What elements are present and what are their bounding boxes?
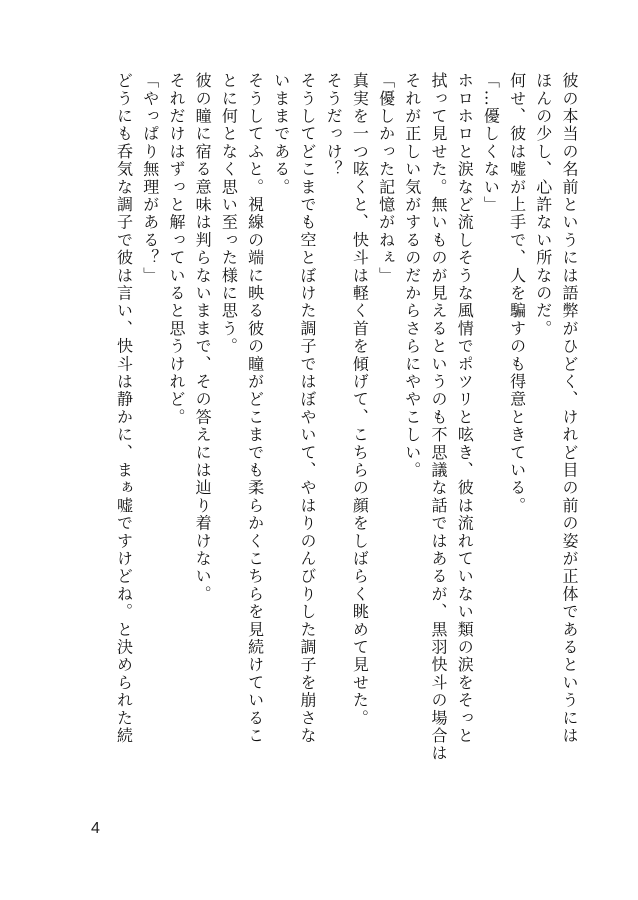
text-line: 何せ、彼は嘘が上手で、人を騙すのも得意ときている。 — [507, 72, 527, 515]
text-line: 真実を一つ呟くと、快斗は軽く首を傾げて、こちらの顔をしばらく眺めて見せた。 — [350, 72, 370, 727]
page-number: 4 — [91, 820, 100, 837]
text-line: どうにも呑気な調子で彼は言い、快斗は静かに、まぁ嘘ですけどね。と決められた続 — [114, 72, 134, 745]
text-line: 「…優しくない」 — [481, 72, 501, 214]
text-line: そうしてどこまでも空とぼけた調子ではぼやいて、やはりのんびりした調子を崩さな — [297, 72, 317, 745]
text-line: ホロホロと涙など流しそうな風情でポツリと呟き、彼は流れていない類の涙をそっと — [455, 72, 475, 745]
text-line: それだけはずっと解っていると思うけれど。 — [166, 72, 186, 426]
text-line: 拭って見せた。無いものが見えるというのも不思議な話ではあるが、黒羽快斗の場合は — [428, 72, 448, 763]
text-line: 彼の本当の名前というには語弊がひどく、けれど目の前の姿が正体であるというには — [560, 72, 579, 745]
text-line: いままである。 — [271, 72, 291, 196]
text-line: 彼の瞳に宿る意味は判らないままで、その答えには辿り着けない。 — [193, 72, 213, 603]
body-text — [110, 72, 582, 792]
text-line: そうだっけ？ — [324, 72, 344, 179]
text-line: ほんの少し、心許ない所なのだ。 — [533, 72, 553, 338]
text-line: そうしてふと。視線の端に映る彼の瞳がどこまでも柔らかくこちらを見続けているこ — [245, 72, 265, 745]
text-line: 「やっぱり無理がある？」 — [140, 72, 160, 285]
text-line: 「優しかった記憶がねぇ」 — [376, 72, 396, 285]
text-line: それが正しい気がするのだからさらにややこしい。 — [402, 72, 422, 480]
text-line: とに何となく思い至った様に思う。 — [219, 72, 239, 356]
